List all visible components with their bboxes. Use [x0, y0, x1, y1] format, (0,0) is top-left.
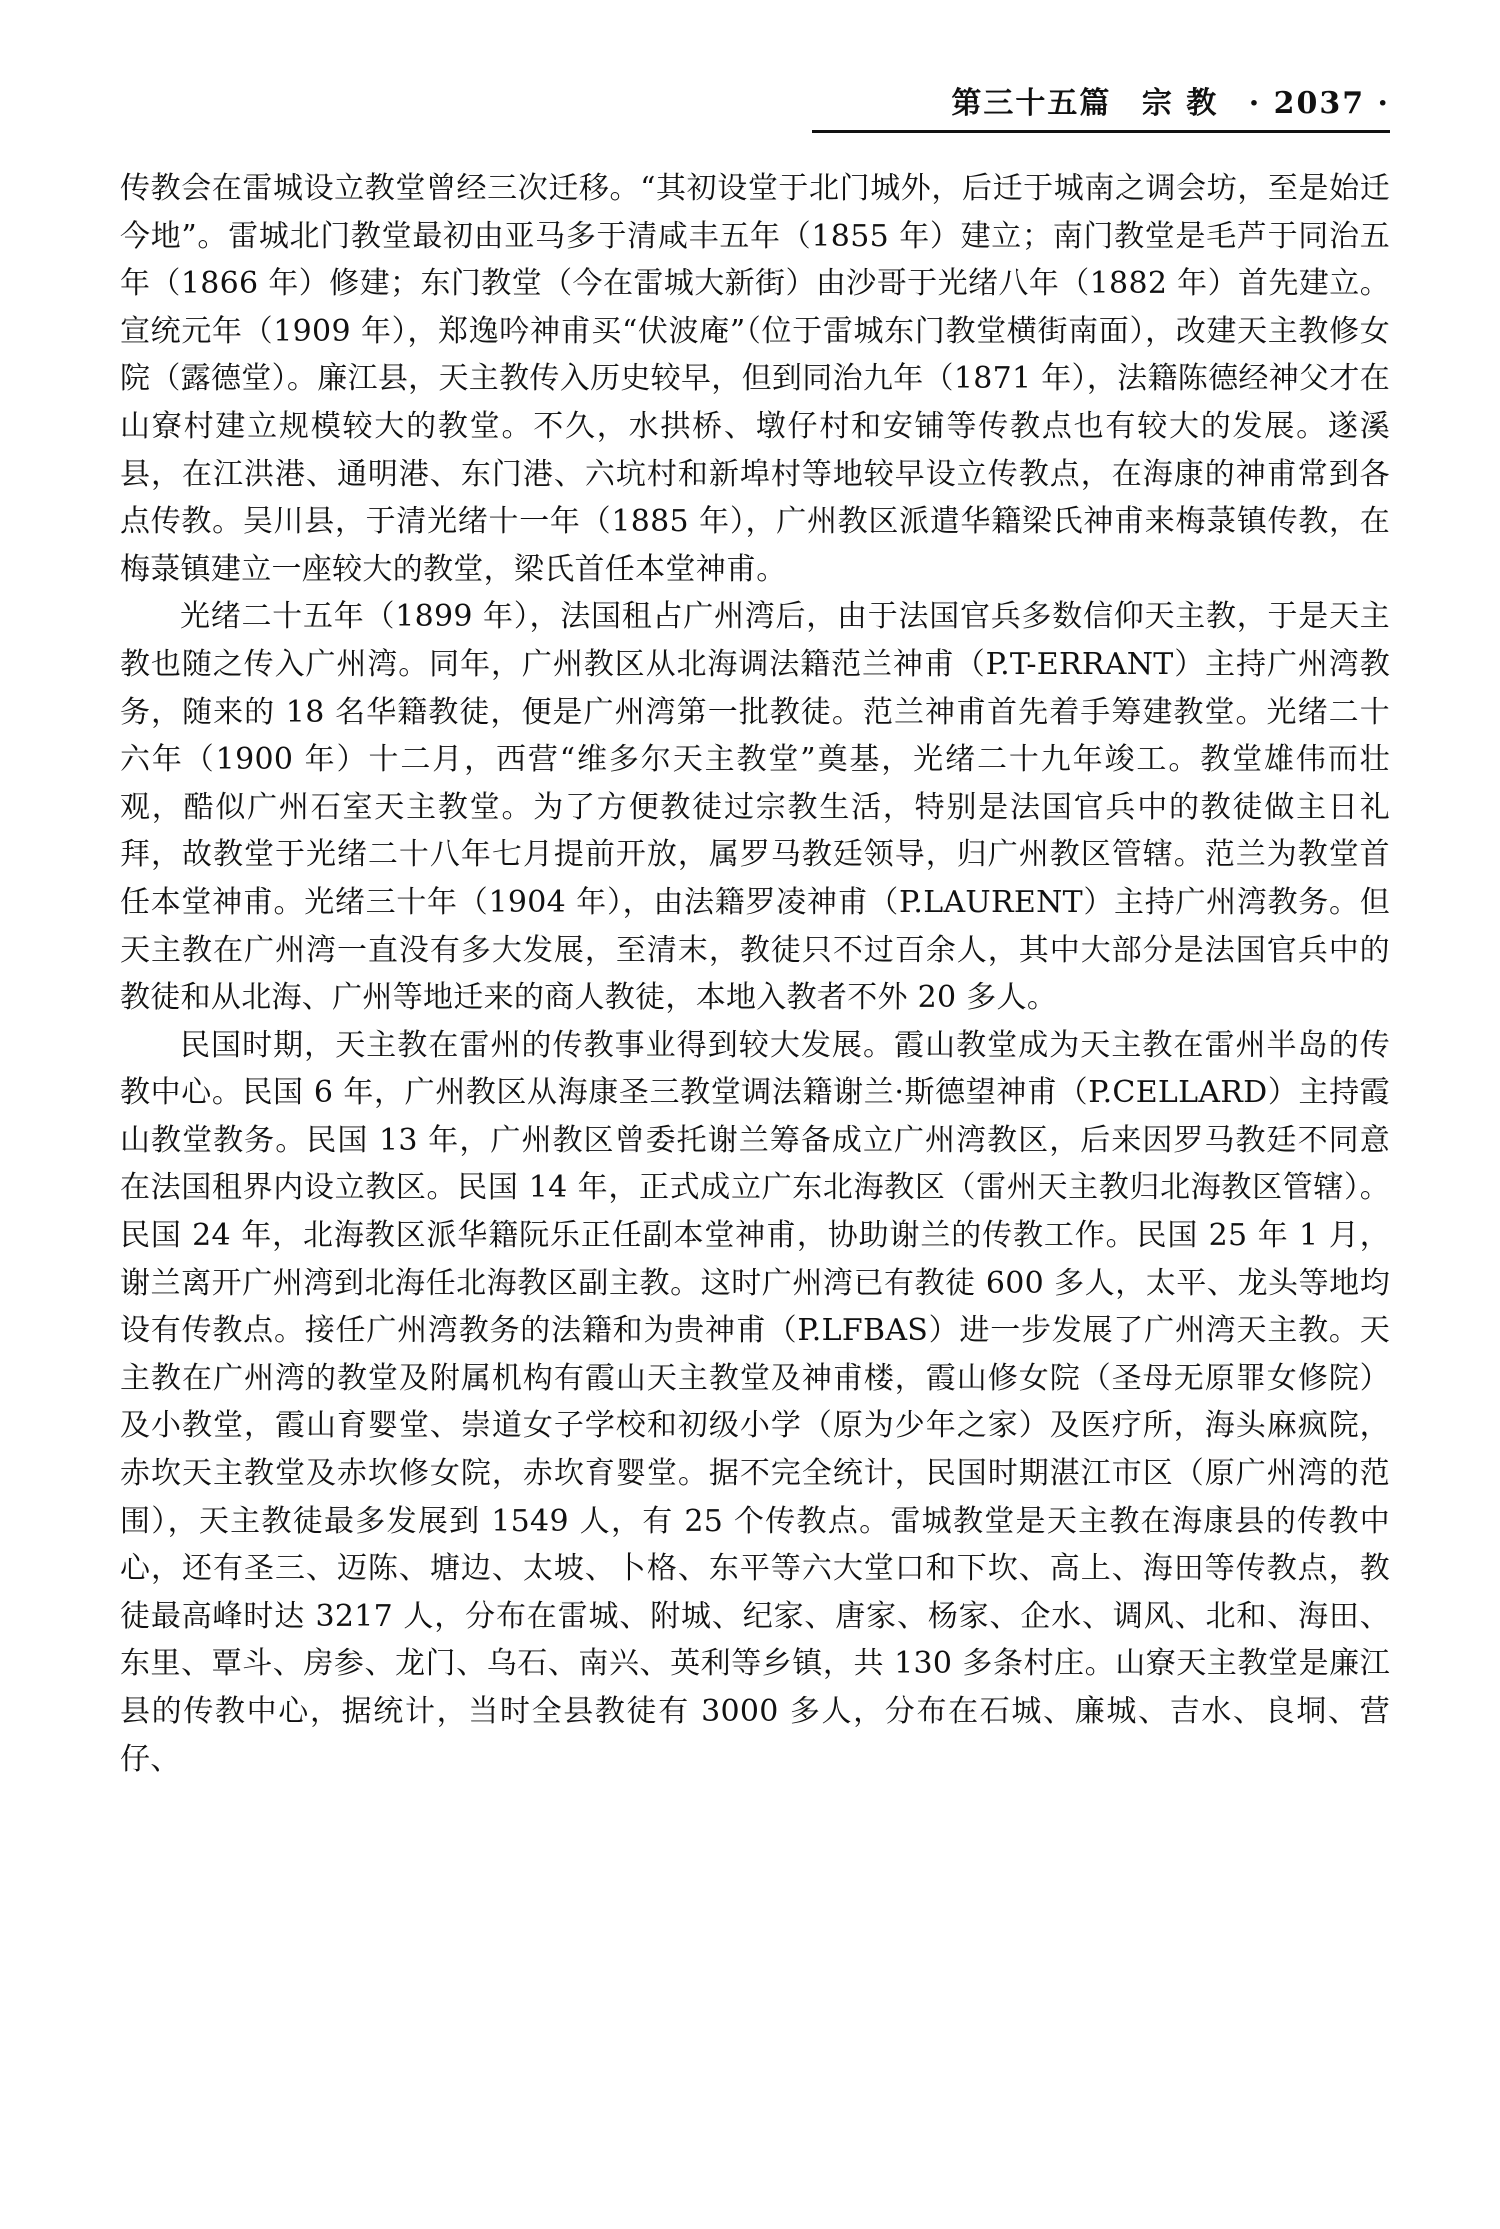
paragraph: 民国时期，天主教在雷州的传教事业得到较大发展。霞山教堂成为天主教在雷州半岛的传教中心。民国 6 年，广州教区从海康圣三教堂调法籍谢兰·斯德望神甫（P.CELLARD）主持霞山教堂教务。民国 13 年，广州教区曾委托谢兰筹备成立广州湾教区，后来因罗马教廷不同意在法国租界内设立教区。民国 14 年，正式成立广东北海教区（雷州天主教归北海教区管辖）。民国 24 年，北海教区派华籍阮乐正任副本堂神甫，协助谢兰的传教工作。民国 25 年 1 月，谢兰离开广州湾到北海任北海教区副主教。这时广州湾已有教徒 600 多人，太平、龙头等地均设有传教点。接任广州湾教务的法籍和为贵神甫（P.LFBAS）进一步发展了广州湾天主教。天主教在广州湾的教堂及附属机构有霞山天主教堂及神甫楼，霞山修女院（圣母无原罪女修院）及小教堂，霞山育婴堂、崇道女子学校和初级小学（原为少年之家）及医疗所，海头麻疯院，赤坎天主教堂及赤坎修女院，赤坎育婴堂。据不完全统计，民国时期湛江市区（原广州湾的范围），天主教徒最多发展到 1549 人，有 25 个传教点。雷城教堂是天主教在海康县的传教中心，还有圣三、迈陈、塘边、太坡、卜格、东平等六大堂口和下坎、高上、海田等传教点，教徒最高峰时达 3217 人，分布在雷城、附城、纪家、唐家、杨家、企水、调风、北和、海田、东里、覃斗、房参、龙门、乌石、南兴、英利等乡镇，共 130 多条村庄。山寮天主教堂是廉江县的传教中心，据统计，当时全县教徒有 3000 多人，分布在石城、廉城、吉水、良垌、营仔、	[120, 1027, 1390, 1777]
body-text	[120, 165, 1390, 1783]
header-rule	[812, 130, 1390, 133]
chapter-title: 第三十五篇	[951, 86, 1112, 121]
running-header	[120, 78, 1390, 130]
paragraph: 传教会在雷城设立教堂曾经三次迁移。“其初设堂于北门城外，后迁于城南之调会坊，至是始迁今地”。雷城北门教堂最初由亚马多于清咸丰五年（1855 年）建立；南门教堂是毛芦于同治五年（1866 年）修建；东门教堂（今在雷城大新街）由沙哥于光绪八年（1882 年）首先建立。宣统元年（1909 年），郑逸吟神甫买“伏波庵”（位于雷城东门教堂横街南面），改建天主教修女院（露德堂）。廉江县，天主教传入历史较早，但到同治九年（1871 年），法籍陈德经神父才在山寮村建立规模较大的教堂。不久，水拱桥、墩仔村和安铺等传教点也有较大的发展。遂溪县，在江洪港、通明港、东门港、六坑村和新埠村等地较早设立传教点，在海康的神甫常到各点传教。吴川县，于清光绪十一年（1885 年），广州教区派遣华籍梁氏神甫来梅菉镇传教，在梅菉镇建立一座较大的教堂，梁氏首任本堂神甫。	[120, 171, 1390, 587]
section-title: 宗 教	[1141, 86, 1219, 121]
paragraph: 光绪二十五年（1899 年），法国租占广州湾后，由于法国官兵多数信仰天主教，于是天主教也随之传入广州湾。同年，广州教区从北海调法籍范兰神甫（P.T-ERRANT）主持广州湾教务，随来的 18 名华籍教徒，便是广州湾第一批教徒。范兰神甫首先着手筹建教堂。光绪二十六年（1900 年）十二月，西营“维多尔天主教堂”奠基，光绪二十九年竣工。教堂雄伟而壮观，酷似广州石室天主教堂。为了方便教徒过宗教生活，特别是法国官兵中的教徒做主日礼拜，故教堂于光绪二十八年七月提前开放，属罗马教廷领导，归广州教区管辖。范兰为教堂首任本堂神甫。光绪三十年（1904 年），由法籍罗凌神甫（P.LAURENT）主持广州湾教务。但天主教在广州湾一直没有多大发展，至清末，教徒只不过百余人，其中大部分是法国官兵中的教徒和从北海、广州等地迁来的商人教徒，本地入教者不外 20 多人。	[120, 599, 1390, 1016]
page-number: · 2037 ·	[1248, 86, 1390, 121]
